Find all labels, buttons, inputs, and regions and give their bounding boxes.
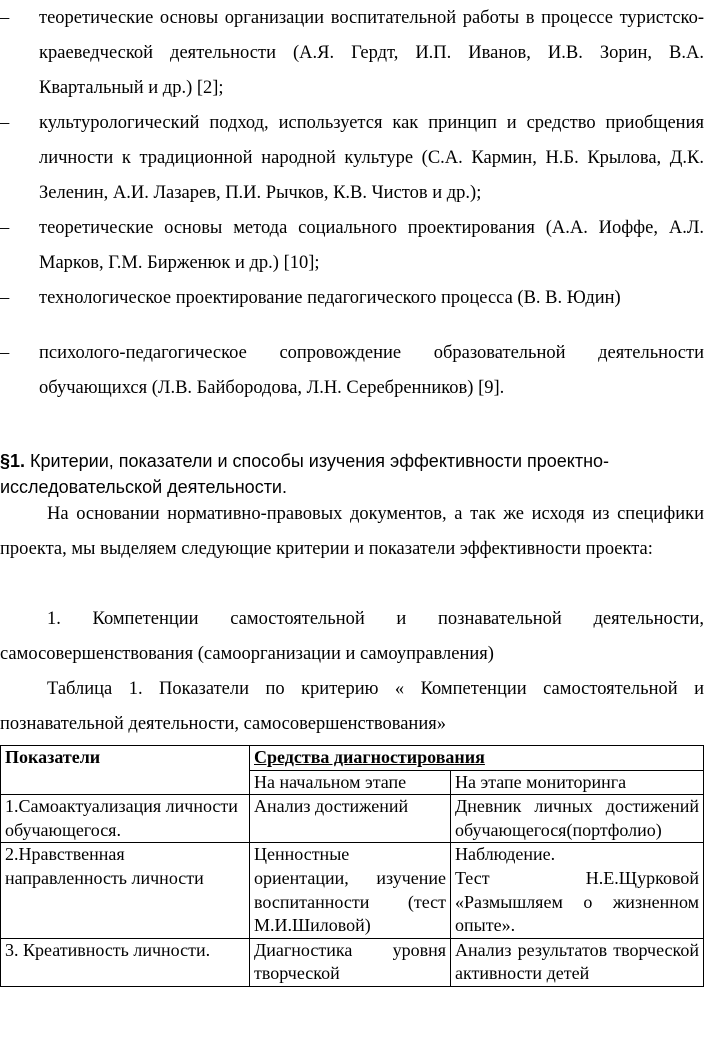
list-item <box>0 1 704 106</box>
table-header-row <box>1 746 704 771</box>
table-row <box>1 795 704 843</box>
criterion-paragraph: 1. Компетенции самостоятельной и познавательной деятельности, самосовершенствования (самоорганизации и самоуправления) <box>0 609 704 664</box>
list-item <box>0 211 704 281</box>
subheader-monitoring: На этапе мониторинга <box>451 770 704 795</box>
monitoring-cell: Анализ результатов творческой активности детей <box>451 938 704 986</box>
subheader-initial: На начальном этапе <box>250 770 451 795</box>
dash-marker: – <box>0 113 10 133</box>
list-item <box>0 106 704 211</box>
indicators-table <box>0 745 704 987</box>
section-number: §1. <box>0 451 26 471</box>
list-item-text: теоретические основы организации воспитательной работы в процессе туристско-краеведческой деятельности (А.Я. Гердт, И.П. Иванов, И.В. Зорин, В.А. Квартальный и др.) [2]; <box>39 8 704 98</box>
list-item <box>0 336 704 406</box>
dash-marker: – <box>0 8 10 28</box>
dash-marker: – <box>0 288 10 308</box>
list-item-text: технологическое проектирование педагогического процесса (В. В. Юдин) <box>39 288 621 308</box>
list-item <box>0 281 704 316</box>
monitoring-cell: Дневник личных достижений обучающегося(портфолио) <box>451 795 704 843</box>
list-item-text: теоретические основы метода социального проектирования (А.А. Иоффе, А.Л. Марков, Г.М. Бирженюк и др.) [10]; <box>39 218 704 273</box>
dash-marker: – <box>0 343 10 363</box>
table-caption: Таблица 1. Показатели по критерию « Компетенции самостоятельной и познавательной деятельности, самосовершенствования» <box>0 679 704 734</box>
indicator-cell: 1.Самоактуализация личности обучающегося. <box>1 795 250 843</box>
header-means: Средства диагностирования <box>250 746 704 771</box>
section-title: Критерии, показатели и способы изучения эффективности проектно-исследовательской деятельности. <box>0 451 610 497</box>
table-row <box>1 843 704 938</box>
initial-cell: Анализ достижений <box>250 795 451 843</box>
section-heading <box>0 448 704 500</box>
monitoring-line: Тест Н.Е.Щурковой «Размышляем о жизненном опыте». <box>455 867 699 936</box>
table-row <box>1 938 704 986</box>
approaches-list <box>0 1 704 406</box>
monitoring-line: Наблюдение. <box>455 844 556 865</box>
list-item-text: культурологический подход, используется как принцип и средство приобщения личности к традиционной народной культуре (С.А. Кармин, Н.Б. Крылова, Д.К. Зеленин, А.И. Лазарев, П.И. Рычков, К.В. Чистов и др.); <box>39 113 704 203</box>
indicator-cell: 3. Креативность личности. <box>1 938 250 986</box>
initial-cell: Ценностные ориентации, изучение воспитанности (тест М.И.Шиловой) <box>250 843 451 938</box>
header-indicators: Показатели <box>1 746 250 795</box>
dash-marker: – <box>0 218 10 238</box>
monitoring-cell <box>451 843 704 938</box>
intro-paragraph: На основании нормативно-правовых документов, а так же исходя из специфики проекта, мы выделяем следующие критерии и показатели эффективности проекта: <box>0 504 704 559</box>
initial-cell: Диагностика уровня творческой <box>250 938 451 986</box>
list-item-text: психолого-педагогическое сопровождение образовательной деятельности обучающихся (Л.В. Байбородова, Л.Н. Серебренников) [9]. <box>39 343 704 398</box>
indicator-cell: 2.Нравственная направленность личности <box>1 843 250 938</box>
